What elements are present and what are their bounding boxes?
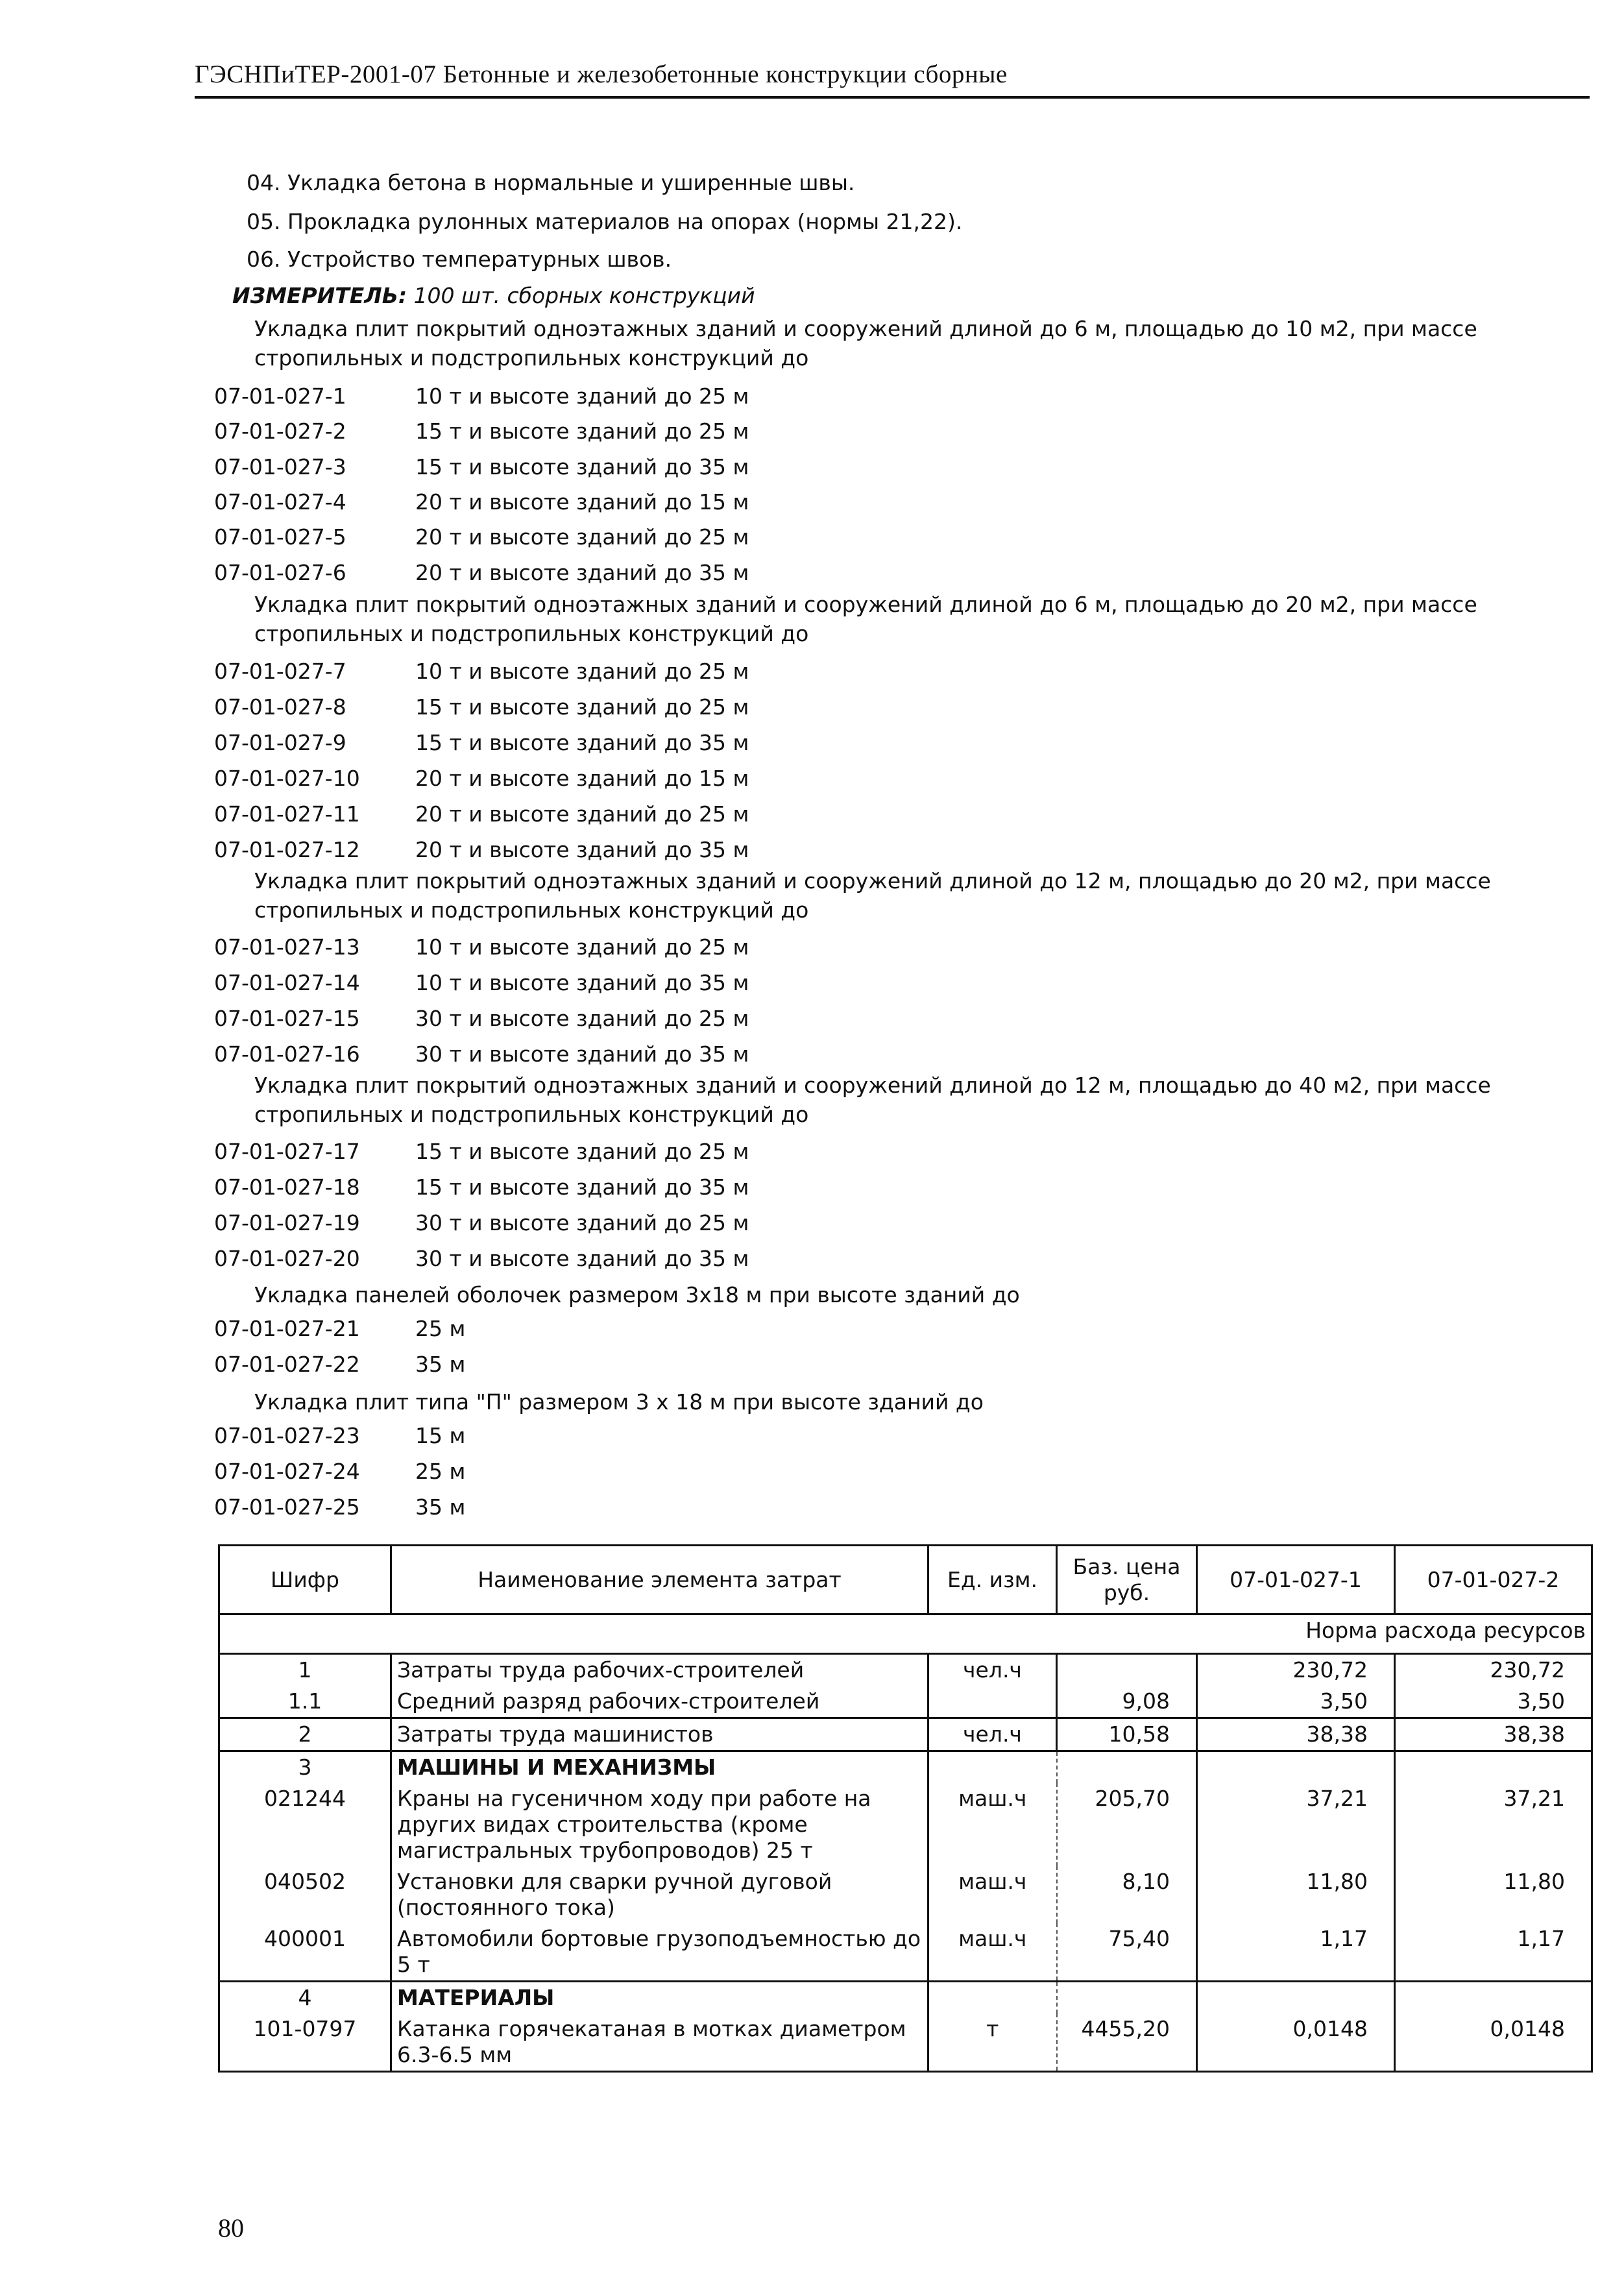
norm-desc: 10 т и высоте зданий до 35 м [415, 970, 749, 995]
norm-desc: 20 т и высоте зданий до 25 м [415, 524, 749, 550]
cell-v2: 38,38 [1395, 1718, 1592, 1751]
table-row [219, 1686, 1592, 1718]
cell-unit: чел.ч [928, 1654, 1057, 1686]
page-number: 80 [218, 2213, 244, 2243]
norm-desc: 30 т и высоте зданий до 25 м [415, 1006, 749, 1031]
norm-code: 07-01-027-4 [214, 489, 346, 515]
norm-desc: 15 т и высоте зданий до 25 м [415, 1139, 749, 1164]
cell-price: 4455,20 [1057, 2013, 1197, 2072]
norm-code: 07-01-027-13 [214, 934, 360, 960]
cell-v2: 37,21 [1395, 1783, 1592, 1866]
group-title: Укладка плит покрытий одноэтажных зданий и сооружений длиной до 6 м, площадью до 20 м2, при массе стропильных и подстропильных конструкций до [254, 592, 1477, 646]
norm-desc: 20 т и высоте зданий до 25 м [415, 801, 749, 827]
operation-item: 04. Укладка бетона в нормальные и уширенные швы. [247, 170, 855, 195]
cell-price: 205,70 [1057, 1783, 1197, 1866]
norm-code: 07-01-027-22 [214, 1352, 360, 1377]
cell-code: 1 [219, 1654, 391, 1686]
header-col2: 07-01-027-2 [1395, 1546, 1592, 1614]
norm-code: 07-01-027-1 [214, 383, 346, 409]
cell-price [1057, 1654, 1197, 1686]
norm-label-row [219, 1614, 1592, 1654]
norm-desc: 15 т и высоте зданий до 35 м [415, 1174, 749, 1200]
cell-name: Установки для сварки ручной дуговой (постоянного тока) [391, 1866, 928, 1923]
meter-label: ИЗМЕРИТЕЛЬ: [232, 283, 407, 308]
cell-code: 021244 [219, 1783, 391, 1866]
group-title: Укладка панелей оболочек размером 3х18 м при высоте зданий до [254, 1282, 1020, 1307]
operation-item: 06. Устройство температурных швов. [247, 247, 672, 272]
cell-price [1057, 1751, 1197, 1784]
norm-code: 07-01-027-21 [214, 1316, 360, 1341]
cell-code: 4 [219, 1982, 391, 2014]
cell-v2: 3,50 [1395, 1686, 1592, 1718]
section-title: МАТЕРИАЛЫ [391, 1982, 928, 2014]
cell-v1: 0,0148 [1197, 2013, 1395, 2072]
header-unit: Ед. изм. [928, 1546, 1057, 1614]
norm-desc: 35 м [415, 1494, 466, 1520]
norm-desc: 15 т и высоте зданий до 25 м [415, 694, 749, 720]
cell-v1: 37,21 [1197, 1783, 1395, 1866]
norm-code: 07-01-027-12 [214, 837, 360, 862]
cell-code: 400001 [219, 1923, 391, 1982]
cell-name: Краны на гусеничном ходу при работе на других видах строительства (кроме магистральных трубопроводов) 25 т [391, 1783, 928, 1866]
cell-price: 10,58 [1057, 1718, 1197, 1751]
cell-unit: т [928, 2013, 1057, 2072]
norm-code: 07-01-027-7 [214, 659, 346, 684]
table-row [219, 1982, 1592, 2014]
cell-price: 75,40 [1057, 1923, 1197, 1982]
norm-code: 07-01-027-24 [214, 1459, 360, 1484]
cell-v1: 3,50 [1197, 1686, 1395, 1718]
norm-desc: 15 т и высоте зданий до 35 м [415, 730, 749, 755]
cell-code: 040502 [219, 1866, 391, 1923]
cell-unit: маш.ч [928, 1923, 1057, 1982]
cell-unit [928, 1982, 1057, 2014]
header-code: Шифр [219, 1546, 391, 1614]
table-row [219, 1866, 1592, 1923]
norm-code: 07-01-027-10 [214, 766, 360, 791]
norm-desc: 20 т и высоте зданий до 15 м [415, 489, 749, 515]
norm-code: 07-01-027-16 [214, 1041, 360, 1067]
norm-code: 07-01-027-11 [214, 801, 360, 827]
table-header-row [219, 1546, 1592, 1614]
norm-desc: 10 т и высоте зданий до 25 м [415, 659, 749, 684]
header-price: Баз. цена руб. [1057, 1546, 1197, 1614]
cell-unit: маш.ч [928, 1783, 1057, 1866]
cell-v1 [1197, 1982, 1395, 2014]
norm-desc: 20 т и высоте зданий до 35 м [415, 837, 749, 862]
table-row [219, 1718, 1592, 1751]
cell-name: Затраты труда машинистов [391, 1718, 928, 1751]
cell-v2: 11,80 [1395, 1866, 1592, 1923]
norm-code: 07-01-027-19 [214, 1210, 360, 1235]
norm-desc: 10 т и высоте зданий до 25 м [415, 934, 749, 960]
header-col1: 07-01-027-1 [1197, 1546, 1395, 1614]
section-title: МАШИНЫ И МЕХАНИЗМЫ [391, 1751, 928, 1784]
norm-code: 07-01-027-25 [214, 1494, 360, 1520]
cell-v2: 0,0148 [1395, 2013, 1592, 2072]
group-title: Укладка плит типа "П" размером 3 х 18 м при высоте зданий до [254, 1389, 984, 1415]
running-header: ГЭСНПиТЕР-2001-07 Бетонные и железобетонные конструкции сборные [195, 60, 1008, 88]
cell-unit: маш.ч [928, 1866, 1057, 1923]
cell-unit [928, 1686, 1057, 1718]
cell-v2 [1395, 1751, 1592, 1784]
norm-desc: 25 м [415, 1459, 466, 1484]
norm-code: 07-01-027-2 [214, 419, 346, 444]
cell-code: 1.1 [219, 1686, 391, 1718]
norm-desc: 15 т и высоте зданий до 25 м [415, 419, 749, 444]
cell-v2: 230,72 [1395, 1654, 1592, 1686]
norm-desc: 30 т и высоте зданий до 25 м [415, 1210, 749, 1235]
norm-code: 07-01-027-5 [214, 524, 346, 550]
norm-desc: 15 т и высоте зданий до 35 м [415, 454, 749, 480]
resource-table [218, 1544, 1593, 2073]
cell-v2 [1395, 1982, 1592, 2014]
cell-v1: 38,38 [1197, 1718, 1395, 1751]
table-row [219, 1751, 1592, 1784]
norm-code: 07-01-027-23 [214, 1423, 360, 1448]
cell-unit: чел.ч [928, 1718, 1057, 1751]
norm-code: 07-01-027-20 [214, 1246, 360, 1271]
cell-v2: 1,17 [1395, 1923, 1592, 1982]
cell-name: Средний разряд рабочих-строителей [391, 1686, 928, 1718]
norm-code: 07-01-027-15 [214, 1006, 360, 1031]
group-title: Укладка плит покрытий одноэтажных зданий и сооружений длиной до 12 м, площадью до 40 м2, при массе стропильных и подстропильных конструкций до [254, 1073, 1491, 1127]
cell-name: Катанка горячекатаная в мотках диаметром 6.3-6.5 мм [391, 2013, 928, 2072]
norm-code: 07-01-027-8 [214, 694, 346, 720]
norm-code: 07-01-027-18 [214, 1174, 360, 1200]
norm-desc: 15 м [415, 1423, 466, 1448]
header-rule [195, 96, 1590, 99]
cell-v1: 11,80 [1197, 1866, 1395, 1923]
meter-value: 100 шт. сборных конструкций [413, 283, 755, 308]
operation-item: 05. Прокладка рулонных материалов на опорах (нормы 21,22). [247, 209, 963, 234]
norm-label: Норма расхода ресурсов [219, 1614, 1592, 1654]
cell-v1 [1197, 1751, 1395, 1784]
cell-unit [928, 1751, 1057, 1784]
table-row [219, 1923, 1592, 1982]
norm-code: 07-01-027-17 [214, 1139, 360, 1164]
norm-code: 07-01-027-3 [214, 454, 346, 480]
cell-code: 3 [219, 1751, 391, 1784]
cell-price [1057, 1982, 1197, 2014]
norm-desc: 30 т и высоте зданий до 35 м [415, 1246, 749, 1271]
norm-code: 07-01-027-14 [214, 970, 360, 995]
norm-desc: 35 м [415, 1352, 466, 1377]
cell-name: Затраты труда рабочих-строителей [391, 1654, 928, 1686]
table-row [219, 1783, 1592, 1866]
cell-code: 101-0797 [219, 2013, 391, 2072]
header-name: Наименование элемента затрат [391, 1546, 928, 1614]
norm-desc: 25 м [415, 1316, 466, 1341]
cell-price: 8,10 [1057, 1866, 1197, 1923]
norm-desc: 30 т и высоте зданий до 35 м [415, 1041, 749, 1067]
norm-desc: 20 т и высоте зданий до 15 м [415, 766, 749, 791]
norm-desc: 10 т и высоте зданий до 25 м [415, 383, 749, 409]
meter-line [232, 283, 755, 309]
cell-v1: 230,72 [1197, 1654, 1395, 1686]
group-title: Укладка плит покрытий одноэтажных зданий и сооружений длиной до 12 м, площадью до 20 м2, при массе стропильных и подстропильных конструкций до [254, 868, 1491, 923]
table-row [219, 1654, 1592, 1686]
norm-code: 07-01-027-6 [214, 560, 346, 585]
norm-desc: 20 т и высоте зданий до 35 м [415, 560, 749, 585]
cell-name: Автомобили бортовые грузоподъемностью до 5 т [391, 1923, 928, 1982]
cell-price: 9,08 [1057, 1686, 1197, 1718]
cell-v1: 1,17 [1197, 1923, 1395, 1982]
group-title: Укладка плит покрытий одноэтажных зданий и сооружений длиной до 6 м, площадью до 10 м2, при массе стропильных и подстропильных конструкций до [254, 316, 1477, 371]
cell-code: 2 [219, 1718, 391, 1751]
table-row [219, 2013, 1592, 2072]
norm-code: 07-01-027-9 [214, 730, 346, 755]
